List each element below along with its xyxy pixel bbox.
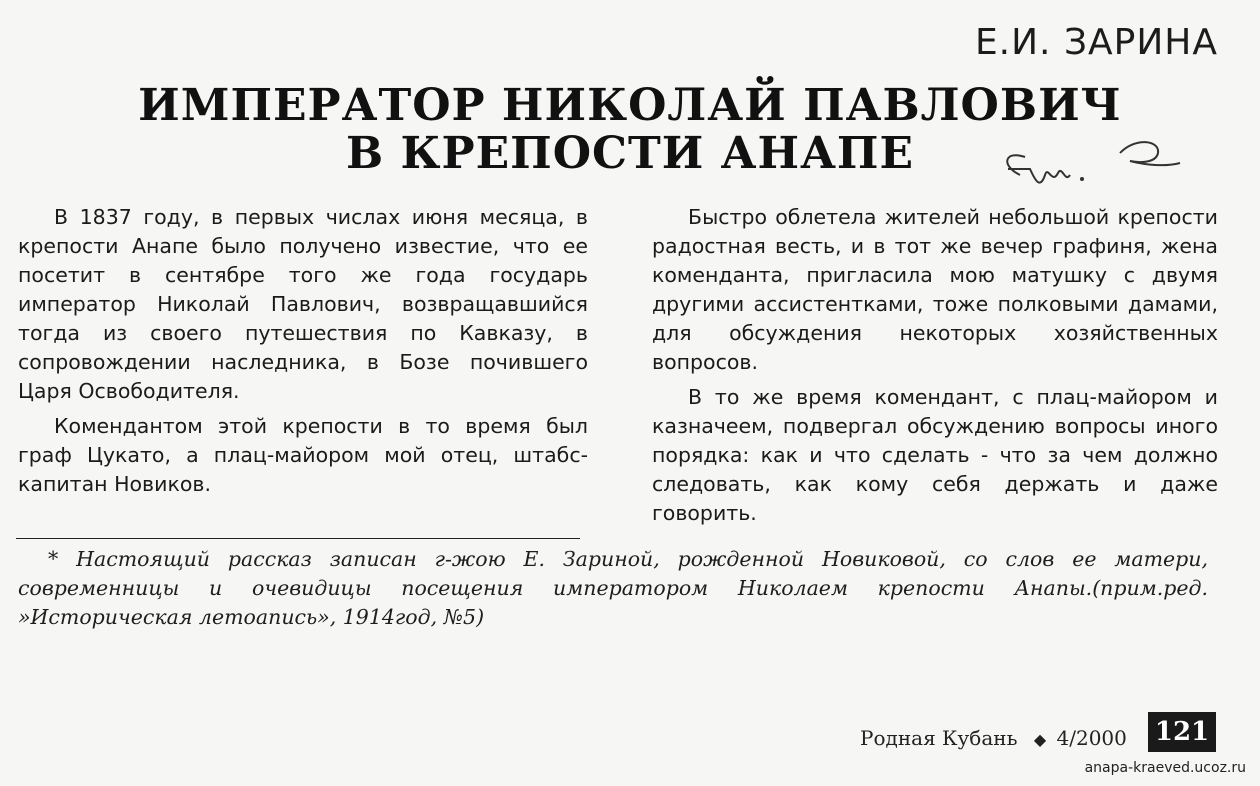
right-paragraph-2: В то же время комендант, с плац-майором и казначеем, подвергал обсуждению вопросы иного порядка: как и что сделать - что за чем должно следовать, как кому себя держать и даже говорить. (652, 385, 1218, 525)
handwritten-signature (990, 135, 1190, 205)
footnote (18, 545, 1208, 632)
site-watermark: anapa-kraeved.ucoz.ru (1084, 760, 1246, 776)
author-name: Е.И. ЗАРИНА (974, 22, 1218, 63)
journal-footer (860, 726, 1127, 750)
right-paragraph-1: Быстро облетела жителей небольшой крепости радостная весть, и в тот же вечер графиня, жена коменданта, пригласила мою матушку с двумя другими ассистентками, тоже полковыми дамами, для обсуждения некоторых хозяйственных вопросов. (652, 205, 1218, 374)
left-paragraph-2: Комендантом этой крепости в то время был граф Цукато, а плац-майором мой отец, штабс-капитан Новиков. (18, 414, 588, 496)
article-title-line-1: ИМПЕРАТОР НИКОЛАЙ ПАВЛОВИЧ (138, 80, 1122, 131)
journal-name: Родная Кубань (860, 726, 1018, 750)
right-column (652, 203, 1218, 534)
left-paragraph-1: В 1837 году, в первых числах июня месяца, в крепости Анапе было получено известие, что ее посетит в сентябре того же года государь император Николай Павлович, возвращавшийся тогда из своего путешествия по Кавказу, в сопровождении наследника, в Бозе почившего Царя Освободителя. (18, 205, 588, 403)
footnote-divider (16, 538, 580, 539)
journal-issue: 4/2000 (1056, 726, 1127, 750)
footnote-text: * Настоящий рассказ записан г-жою Е. Зариной, рожденной Новиковой, со слов ее матери, современницы и очевидицы посещения императором Николаем крепости Анапы.(прим.ред. »Историческая летоапись», 1914год, №5) (18, 547, 1208, 629)
left-column (18, 203, 588, 505)
diamond-icon: ◆ (1033, 730, 1047, 749)
page-number: 121 (1148, 712, 1216, 752)
article-title-line-2: В КРЕПОСТИ АНАПЕ (345, 128, 915, 179)
